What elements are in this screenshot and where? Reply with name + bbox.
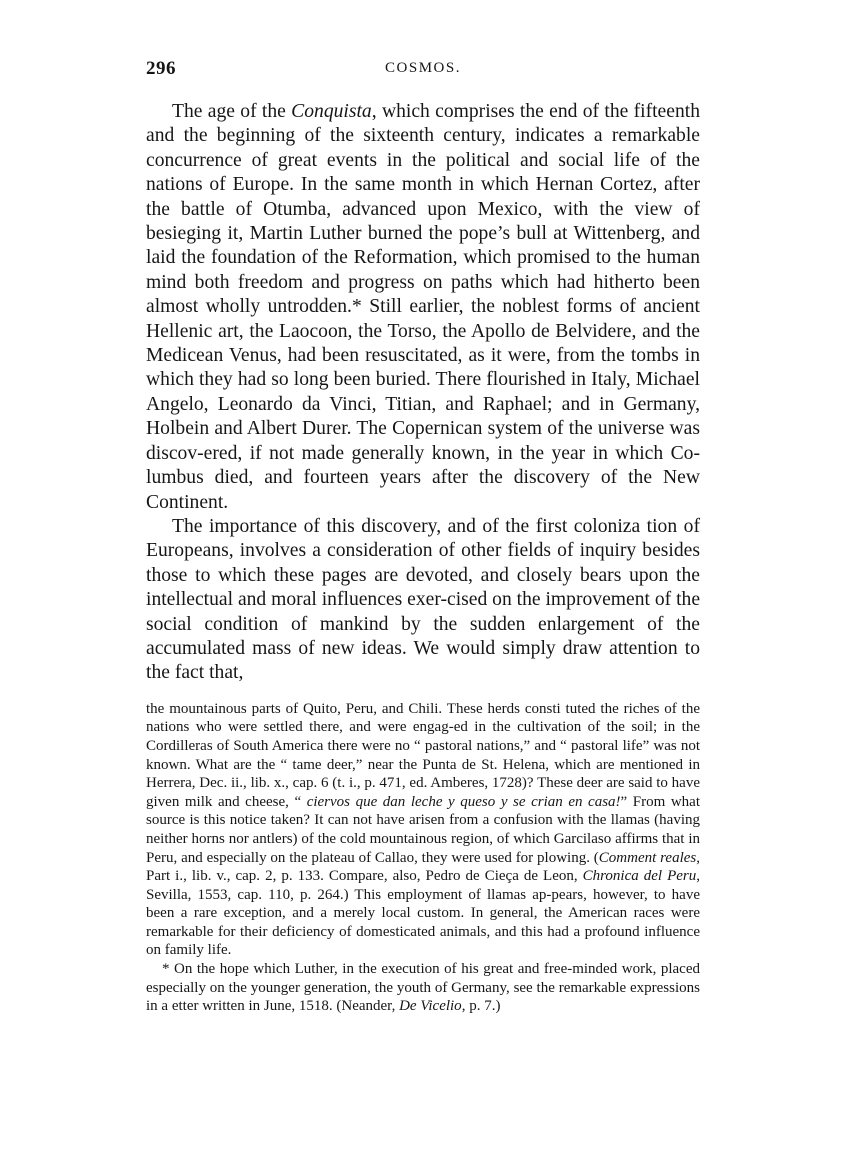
italic-title: De Vicelio [399,998,462,1015]
page-number: 296 [146,58,176,79]
text-run: , Part i., lib. v., cap. 2, p. 133. Compare, also, Pedro de Cieça de Leon, [146,849,700,885]
text-run: , p. 7.) [461,998,501,1015]
running-head [146,58,700,86]
italic-title: Chronica del Peru [582,868,697,885]
italic-quote: ciervos que dan leche y queso y se crian en casa! [306,793,621,810]
footnote-continuation [146,700,700,960]
body-text [146,100,700,686]
text-run: , Sevilla, 1553, cap. 110, p. 264.) This employment of llamas ap-pears, however, to have been a rare exception, and a merely local custom. In general, the American races were remarkable for their deficiency of domesticated animals, and this had a profound influence on family life. [146,868,700,959]
footnotes [146,700,700,1016]
italic-title: Comment reales [598,849,697,866]
running-title: COSMOS. [385,60,461,76]
paragraph [146,100,700,515]
footnote [146,960,700,1016]
paragraph: The importance of this discovery, and of the first coloniza tion of Europeans, involves a consideration of other fields of inquiry besides those to which these pages are devoted, and closely bears upon the intellectual and moral influences exer-cised on the improvement of the social condition of mankind by the sudden enlargement of the accumulated mass of new ideas. We would simply draw attention to the fact that, [146,515,701,684]
text-run: the mountainous parts of Quito, Peru, and Chili. These herds consti tuted the riches of the nations who were settled there, and were engag-ed in the cultivation of the soil; in the Cordilleras of South America there were no “ pastoral nations,” and “ pastoral life” was not known. What are the “ tame deer,” near the Punta de St. Helena, which are mentioned in Herrera, Dec. ii., lib. x., cap. 6 (t. i., p. 471, ed. Amberes, 1728)? These deer are said to have given milk and cheese, “ [146,700,700,810]
text-run: The age of the [172,101,292,122]
italic-term: Conquista [291,101,372,122]
text-run: * On the hope which Luther, in the execution of his great and free-minded work, placed especially on the younger generation, the youth of Germany, see the remarkable expressions in a etter written in June, 1518. (Neander, [146,961,700,1015]
book-page [146,58,700,1016]
text-run: ” From what source is this notice taken? It can not have arisen from a confusion with the llamas (having neither horns nor antlers) of the cold mountainous region, of which Garcilaso affirms that in Peru, and especially on the plateau of Callao, they were used for plowing. ( [146,793,700,866]
text-run: , which comprises the end of the fifteenth and the beginning of the sixteenth century, indicates a remarkable concurrence of great events in the political and social life of the nations of Europe. In the same month in which Hernan Cortez, after the battle of Otumba, advanced upon Mexico, with the view of besieging it, Martin Luther burned the pope’s bull at Wittenberg, and laid the foundation of the Reformation, which promised to the human mind both freedom and progress on paths which had hitherto been almost wholly untrodden.* Still earlier, the noblest forms of ancient Hellenic art, the Laocoon, the Torso, the Apollo de Belvidere, and the Medicean Venus, had been resuscitated, as it were, from the tombs in which they had so long been buried. There flourished in Italy, Michael Angelo, Leonardo da Vinci, Titian, and Raphael; and in Germany, Holbein and Albert Durer. The Copernican system of the universe was discov-ered, if not made generally known, in the year in which Co-lumbus died, and fourteen years after the discovery of the New Continent. [146,101,700,513]
